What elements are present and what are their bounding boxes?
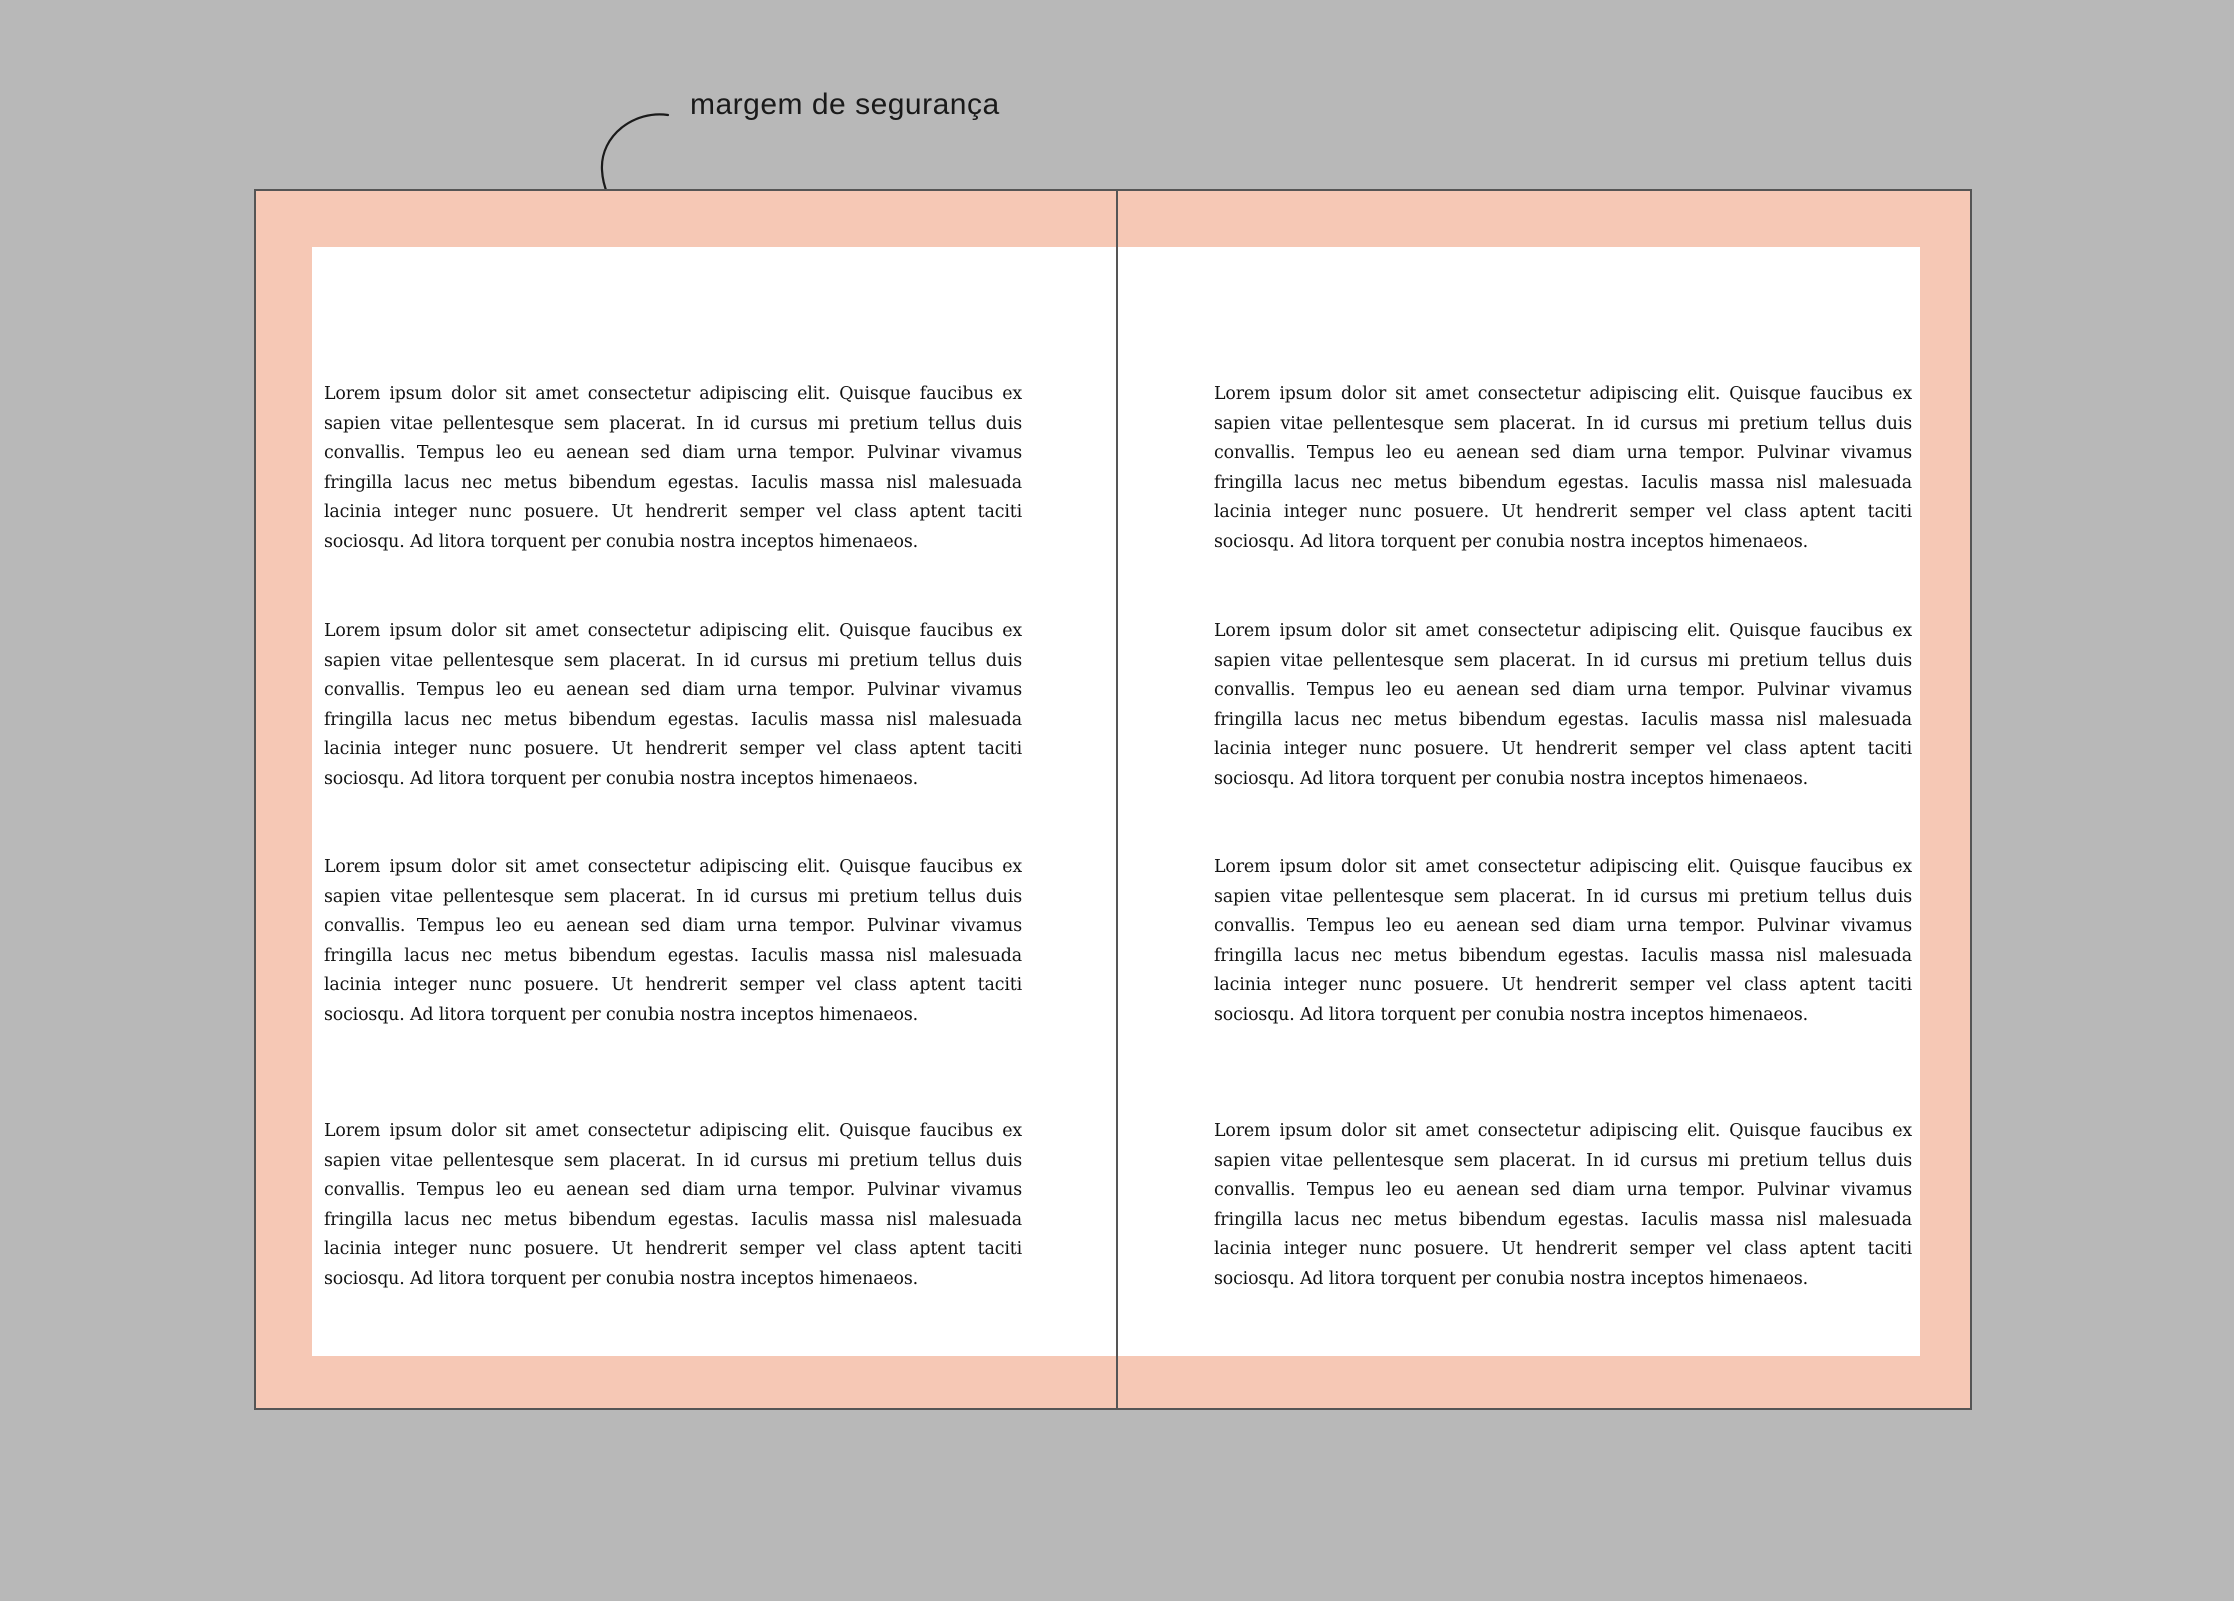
left-paragraph-4: Lorem ipsum dolor sit amet consectetur adipiscing elit. Quisque faucibus ex sapien vitae pellentesque sem placerat. In id cursus mi pretium tellus duis convallis. Tempus leo eu aenean sed diam urna tempor. Pulvinar vivamus fringilla lacus nec metus bibendum egestas. Iaculis massa nisl malesuada lacinia integer nunc posuere. Ut hendrerit semper vel class aptent taciti sociosqu. Ad litora torquent per conubia nostra inceptos himenaeos. [324, 1121, 1022, 1289]
left-paragraph-2: Lorem ipsum dolor sit amet consectetur adipiscing elit. Quisque faucibus ex sapien vitae pellentesque sem placerat. In id cursus mi pretium tellus duis convallis. Tempus leo eu aenean sed diam urna tempor. Pulvinar vivamus fringilla lacus nec metus bibendum egestas. Iaculis massa nisl malesuada lacinia integer nunc posuere. Ut hendrerit semper vel class aptent taciti sociosqu. Ad litora torquent per conubia nostra inceptos himenaeos. [324, 621, 1022, 789]
right-paragraph-4: Lorem ipsum dolor sit amet consectetur adipiscing elit. Quisque faucibus ex sapien vitae pellentesque sem placerat. In id cursus mi pretium tellus duis convallis. Tempus leo eu aenean sed diam urna tempor. Pulvinar vivamus fringilla lacus nec metus bibendum egestas. Iaculis massa nisl malesuada lacinia integer nunc posuere. Ut hendrerit semper vel class aptent taciti sociosqu. Ad litora torquent per conubia nostra inceptos himenaeos. [1214, 1121, 1912, 1289]
right-paragraph-3: Lorem ipsum dolor sit amet consectetur adipiscing elit. Quisque faucibus ex sapien vitae pellentesque sem placerat. In id cursus mi pretium tellus duis convallis. Tempus leo eu aenean sed diam urna tempor. Pulvinar vivamus fringilla lacus nec metus bibendum egestas. Iaculis massa nisl malesuada lacinia integer nunc posuere. Ut hendrerit semper vel class aptent taciti sociosqu. Ad litora torquent per conubia nostra inceptos himenaeos. [1214, 857, 1912, 1025]
left-page [312, 247, 1116, 1356]
book-spread [254, 189, 1972, 1410]
safety-margin-label: margem de segurança [690, 88, 1000, 121]
right-paragraph-1: Lorem ipsum dolor sit amet consectetur adipiscing elit. Quisque faucibus ex sapien vitae pellentesque sem placerat. In id cursus mi pretium tellus duis convallis. Tempus leo eu aenean sed diam urna tempor. Pulvinar vivamus fringilla lacus nec metus bibendum egestas. Iaculis massa nisl malesuada lacinia integer nunc posuere. Ut hendrerit semper vel class aptent taciti sociosqu. Ad litora torquent per conubia nostra inceptos himenaeos. [1214, 384, 1912, 552]
left-paragraph-1: Lorem ipsum dolor sit amet consectetur adipiscing elit. Quisque faucibus ex sapien vitae pellentesque sem placerat. In id cursus mi pretium tellus duis convallis. Tempus leo eu aenean sed diam urna tempor. Pulvinar vivamus fringilla lacus nec metus bibendum egestas. Iaculis massa nisl malesuada lacinia integer nunc posuere. Ut hendrerit semper vel class aptent taciti sociosqu. Ad litora torquent per conubia nostra inceptos himenaeos. [324, 384, 1022, 552]
right-paragraph-2: Lorem ipsum dolor sit amet consectetur adipiscing elit. Quisque faucibus ex sapien vitae pellentesque sem placerat. In id cursus mi pretium tellus duis convallis. Tempus leo eu aenean sed diam urna tempor. Pulvinar vivamus fringilla lacus nec metus bibendum egestas. Iaculis massa nisl malesuada lacinia integer nunc posuere. Ut hendrerit semper vel class aptent taciti sociosqu. Ad litora torquent per conubia nostra inceptos himenaeos. [1214, 621, 1912, 789]
right-page [1118, 247, 1920, 1356]
left-paragraph-3: Lorem ipsum dolor sit amet consectetur adipiscing elit. Quisque faucibus ex sapien vitae pellentesque sem placerat. In id cursus mi pretium tellus duis convallis. Tempus leo eu aenean sed diam urna tempor. Pulvinar vivamus fringilla lacus nec metus bibendum egestas. Iaculis massa nisl malesuada lacinia integer nunc posuere. Ut hendrerit semper vel class aptent taciti sociosqu. Ad litora torquent per conubia nostra inceptos himenaeos. [324, 857, 1022, 1025]
